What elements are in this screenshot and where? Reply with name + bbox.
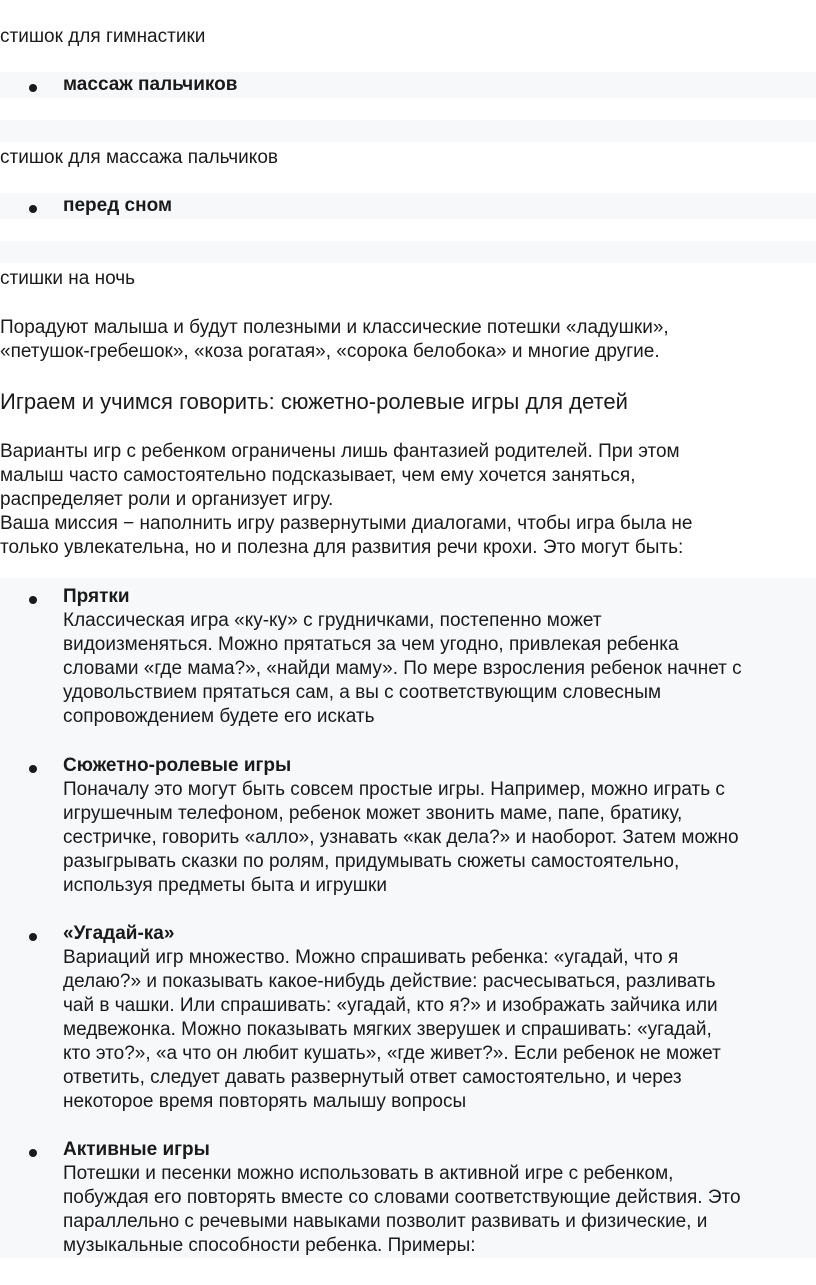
bullet-icon xyxy=(29,84,37,92)
bullet-icon xyxy=(29,596,37,604)
list-item-text: Вариаций игр множество. Можно спрашивать ребенка: «угадай, что я делаю?» и показывать какое-нибудь действие: расчесываться, разливать чай в чашки. Или спрашивать: «угадай, кто я?» и изображать зайчика или медвежонка. Можно показывать мягких зверушек и спрашивать: «угадай, кто это?», «а что он любит кушать», «где живет?». Если ребенок не может ответить, следует давать развернутый ответ самостоятельно, и через некоторое время повторять малышу вопросы xyxy=(63,947,721,1112)
intro-line: Порадуют малыша и будут полезными и классические потешки «ладушки», xyxy=(0,317,669,338)
list-item-text: Поначалу это могут быть совсем простые игры. Например, можно играть с игрушечным телефоном, ребенок может звонить маме, папе, братику, сестричке, говорить «алло», узнавать «как дела?» и наоборот. Затем можно разыгрывать сказки по ролям, придумывать сюжеты самостоятельно, используя предметы быта и игрушки xyxy=(63,779,739,896)
list-item-title: Активные игры xyxy=(63,1139,210,1160)
list-item-text: Потешки и песенки можно использовать в активной игре с ребенком, побуждая его повторять вместе со словами соответствующие действия. Это параллельно с речевыми навыками позволит развивать и физические, и музыкальные способности ребенка. Примеры: xyxy=(63,1163,741,1256)
paragraph-line: распределяет роли и организует игру. xyxy=(0,489,334,510)
section-heading: Играем и учимся говорить: сюжетно-ролевые игры для детей xyxy=(0,389,628,414)
paragraph-line: Ваша миссия − наполнить игру развернутыми диалогами, чтобы игра была не xyxy=(0,513,693,534)
list-band xyxy=(0,120,816,142)
list-item-title: массаж пальчиков xyxy=(63,74,238,95)
bullet-icon xyxy=(29,1149,37,1157)
list-band xyxy=(0,241,816,263)
text-line-finger-massage: стишок для массажа пальчиков xyxy=(0,147,278,168)
list-item-title: «Угадай-ка» xyxy=(63,923,175,944)
list-item-title: Сюжетно-ролевые игры xyxy=(63,755,292,776)
paragraph-line: Варианты игр с ребенком ограничены лишь фантазией родителей. При этом xyxy=(0,441,680,462)
text-line-gymnastics: стишок для гимнастики xyxy=(0,26,206,47)
list-item-title: перед сном xyxy=(63,195,173,216)
intro-line: «петушок-гребешок», «коза рогатая», «сорока белобока» и многие другие. xyxy=(0,341,660,362)
bullet-icon xyxy=(29,933,37,941)
paragraph-line: только увлекательна, но и полезна для развития речи крохи. Это могут быть: xyxy=(0,537,684,558)
paragraph-line: малыш часто самостоятельно подсказывает, чем ему хочется заняться, xyxy=(0,465,636,486)
bullet-icon xyxy=(29,205,37,213)
bullet-icon xyxy=(29,765,37,773)
text-line-bedtime: стишки на ночь xyxy=(0,268,136,289)
list-item-text: Классическая игра «ку-ку» с грудничками, постепенно может видоизменяться. Можно прятаться за чем угодно, привлекая ребенка словами «где мама?», «найди маму». По мере взросления ребенок начнет с удовольствием прятаться сам, а вы с соответствующим словесным сопровождением будете его искать xyxy=(63,610,742,727)
list-item-title: Прятки xyxy=(63,586,130,607)
